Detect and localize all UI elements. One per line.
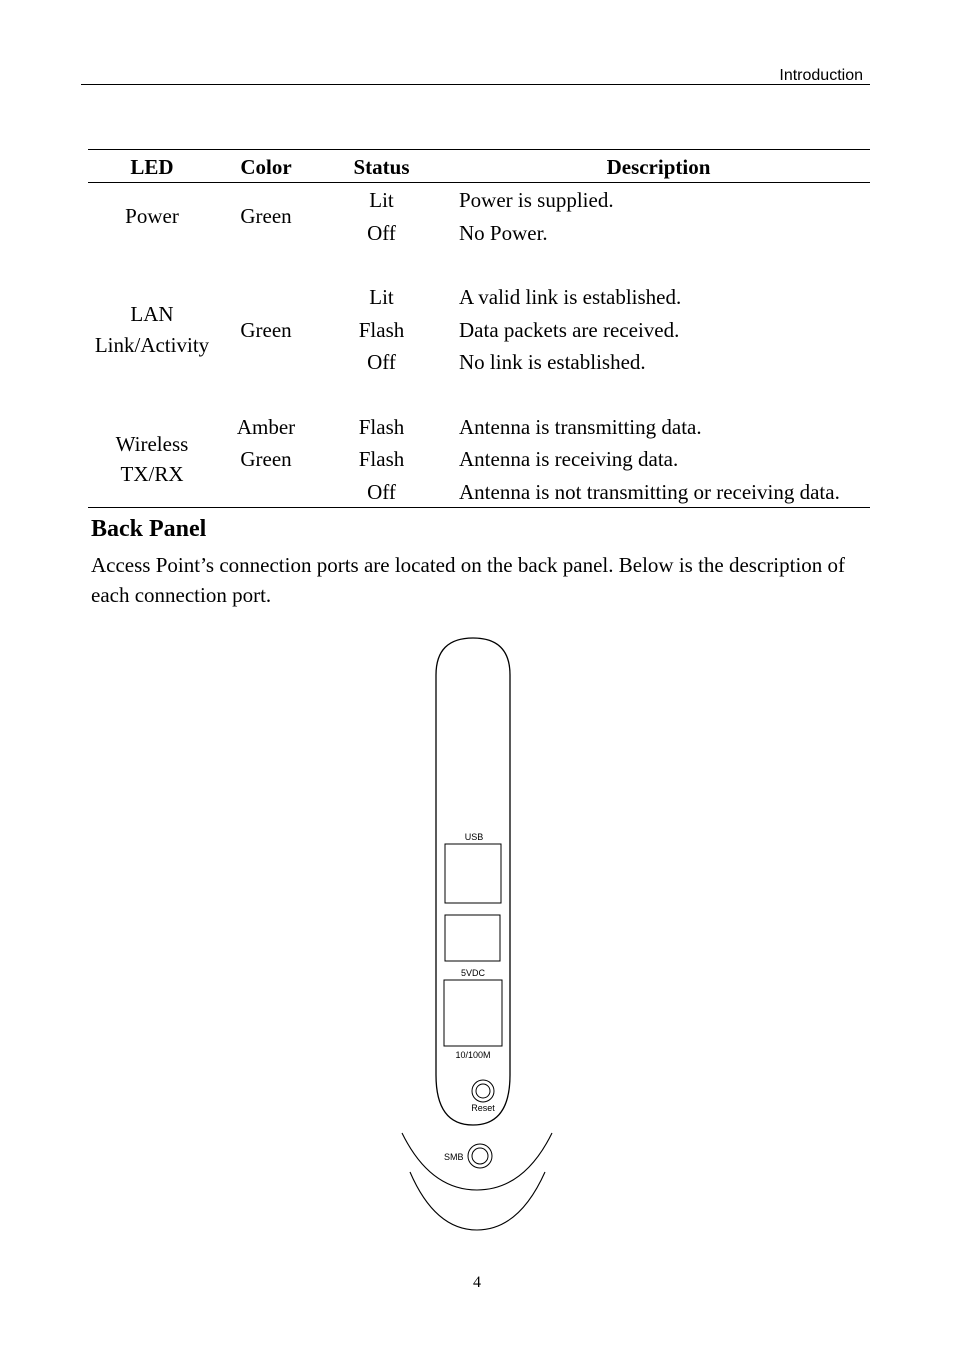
led-status: Flash: [358, 317, 405, 342]
led-color-empty: [216, 475, 316, 508]
led-name-cell: [88, 280, 216, 378]
led-color: Green: [240, 204, 292, 229]
led-description: A valid link is established.: [459, 285, 682, 309]
led-description: No link is established.: [459, 350, 646, 374]
section-title-back-panel: Back Panel: [91, 516, 207, 542]
column-header-status: Status: [316, 150, 447, 183]
reset-button-inner: [476, 1084, 490, 1098]
led-name: TX/RX: [120, 462, 184, 487]
led-status-table: [88, 149, 870, 508]
back-panel-drawing: [390, 630, 570, 1240]
led-description: Antenna is receiving data.: [459, 447, 679, 471]
back-panel-description: Access Point’s connection ports are located on the back panel. Below is the description of each connection port.: [91, 553, 846, 607]
column-header-led: LED: [88, 150, 216, 183]
usb-port: [445, 844, 501, 903]
led-color: Green: [240, 447, 292, 471]
power-port: [445, 915, 500, 961]
led-name-cell: [88, 410, 216, 508]
table-row: [88, 280, 870, 313]
led-description: Antenna is transmitting data.: [459, 414, 702, 439]
led-status: Lit: [369, 188, 394, 212]
led-status: Off: [367, 220, 396, 245]
table-spacer-row: [88, 248, 870, 280]
led-description: Power is supplied.: [459, 188, 614, 212]
table-header-row: [88, 150, 870, 183]
led-name-cell: [88, 183, 216, 249]
led-description: Data packets are received.: [459, 317, 680, 342]
smb-connector-inner: [472, 1148, 488, 1164]
lan-port: [444, 980, 502, 1046]
power-label: 5VDC: [460, 968, 486, 978]
usb-label: USB: [464, 832, 484, 842]
back-panel-diagram: [390, 630, 570, 1240]
column-header-description: Description: [447, 150, 870, 183]
led-name: Wireless: [115, 431, 189, 456]
led-status: Lit: [369, 285, 394, 309]
led-color: Green: [240, 317, 292, 342]
led-group-lan: [88, 280, 870, 410]
led-color-cell: [216, 280, 316, 378]
led-name: LAN: [130, 302, 174, 327]
led-status: Flash: [358, 414, 405, 439]
led-status: Off: [367, 350, 396, 374]
reset-button-outer: [472, 1080, 494, 1102]
table-spacer-row: [88, 378, 870, 410]
stand-lower-arc: [410, 1172, 545, 1230]
led-name: Power: [125, 204, 179, 229]
led-group-wireless: [88, 410, 870, 508]
column-header-color: Color: [216, 150, 316, 183]
smb-label: SMB: [444, 1152, 464, 1162]
led-status: Flash: [358, 447, 405, 471]
led-name: Link/Activity: [94, 332, 210, 357]
table-row: [88, 410, 870, 443]
lan-label: 10/100M: [455, 1050, 491, 1060]
led-description: Antenna is not transmitting or receiving data.: [447, 475, 870, 508]
led-color: Amber: [236, 414, 296, 439]
led-group-power: [88, 183, 870, 281]
reset-label: Reset: [471, 1103, 495, 1113]
stand-upper-arc: [402, 1133, 552, 1190]
led-color-cell: [216, 183, 316, 249]
table-row: [88, 183, 870, 216]
header-section-title: Introduction: [779, 67, 863, 84]
page-number: 4: [473, 1274, 481, 1291]
led-description: No Power.: [459, 220, 548, 245]
running-header: [81, 66, 870, 85]
led-status: Off: [316, 475, 447, 508]
